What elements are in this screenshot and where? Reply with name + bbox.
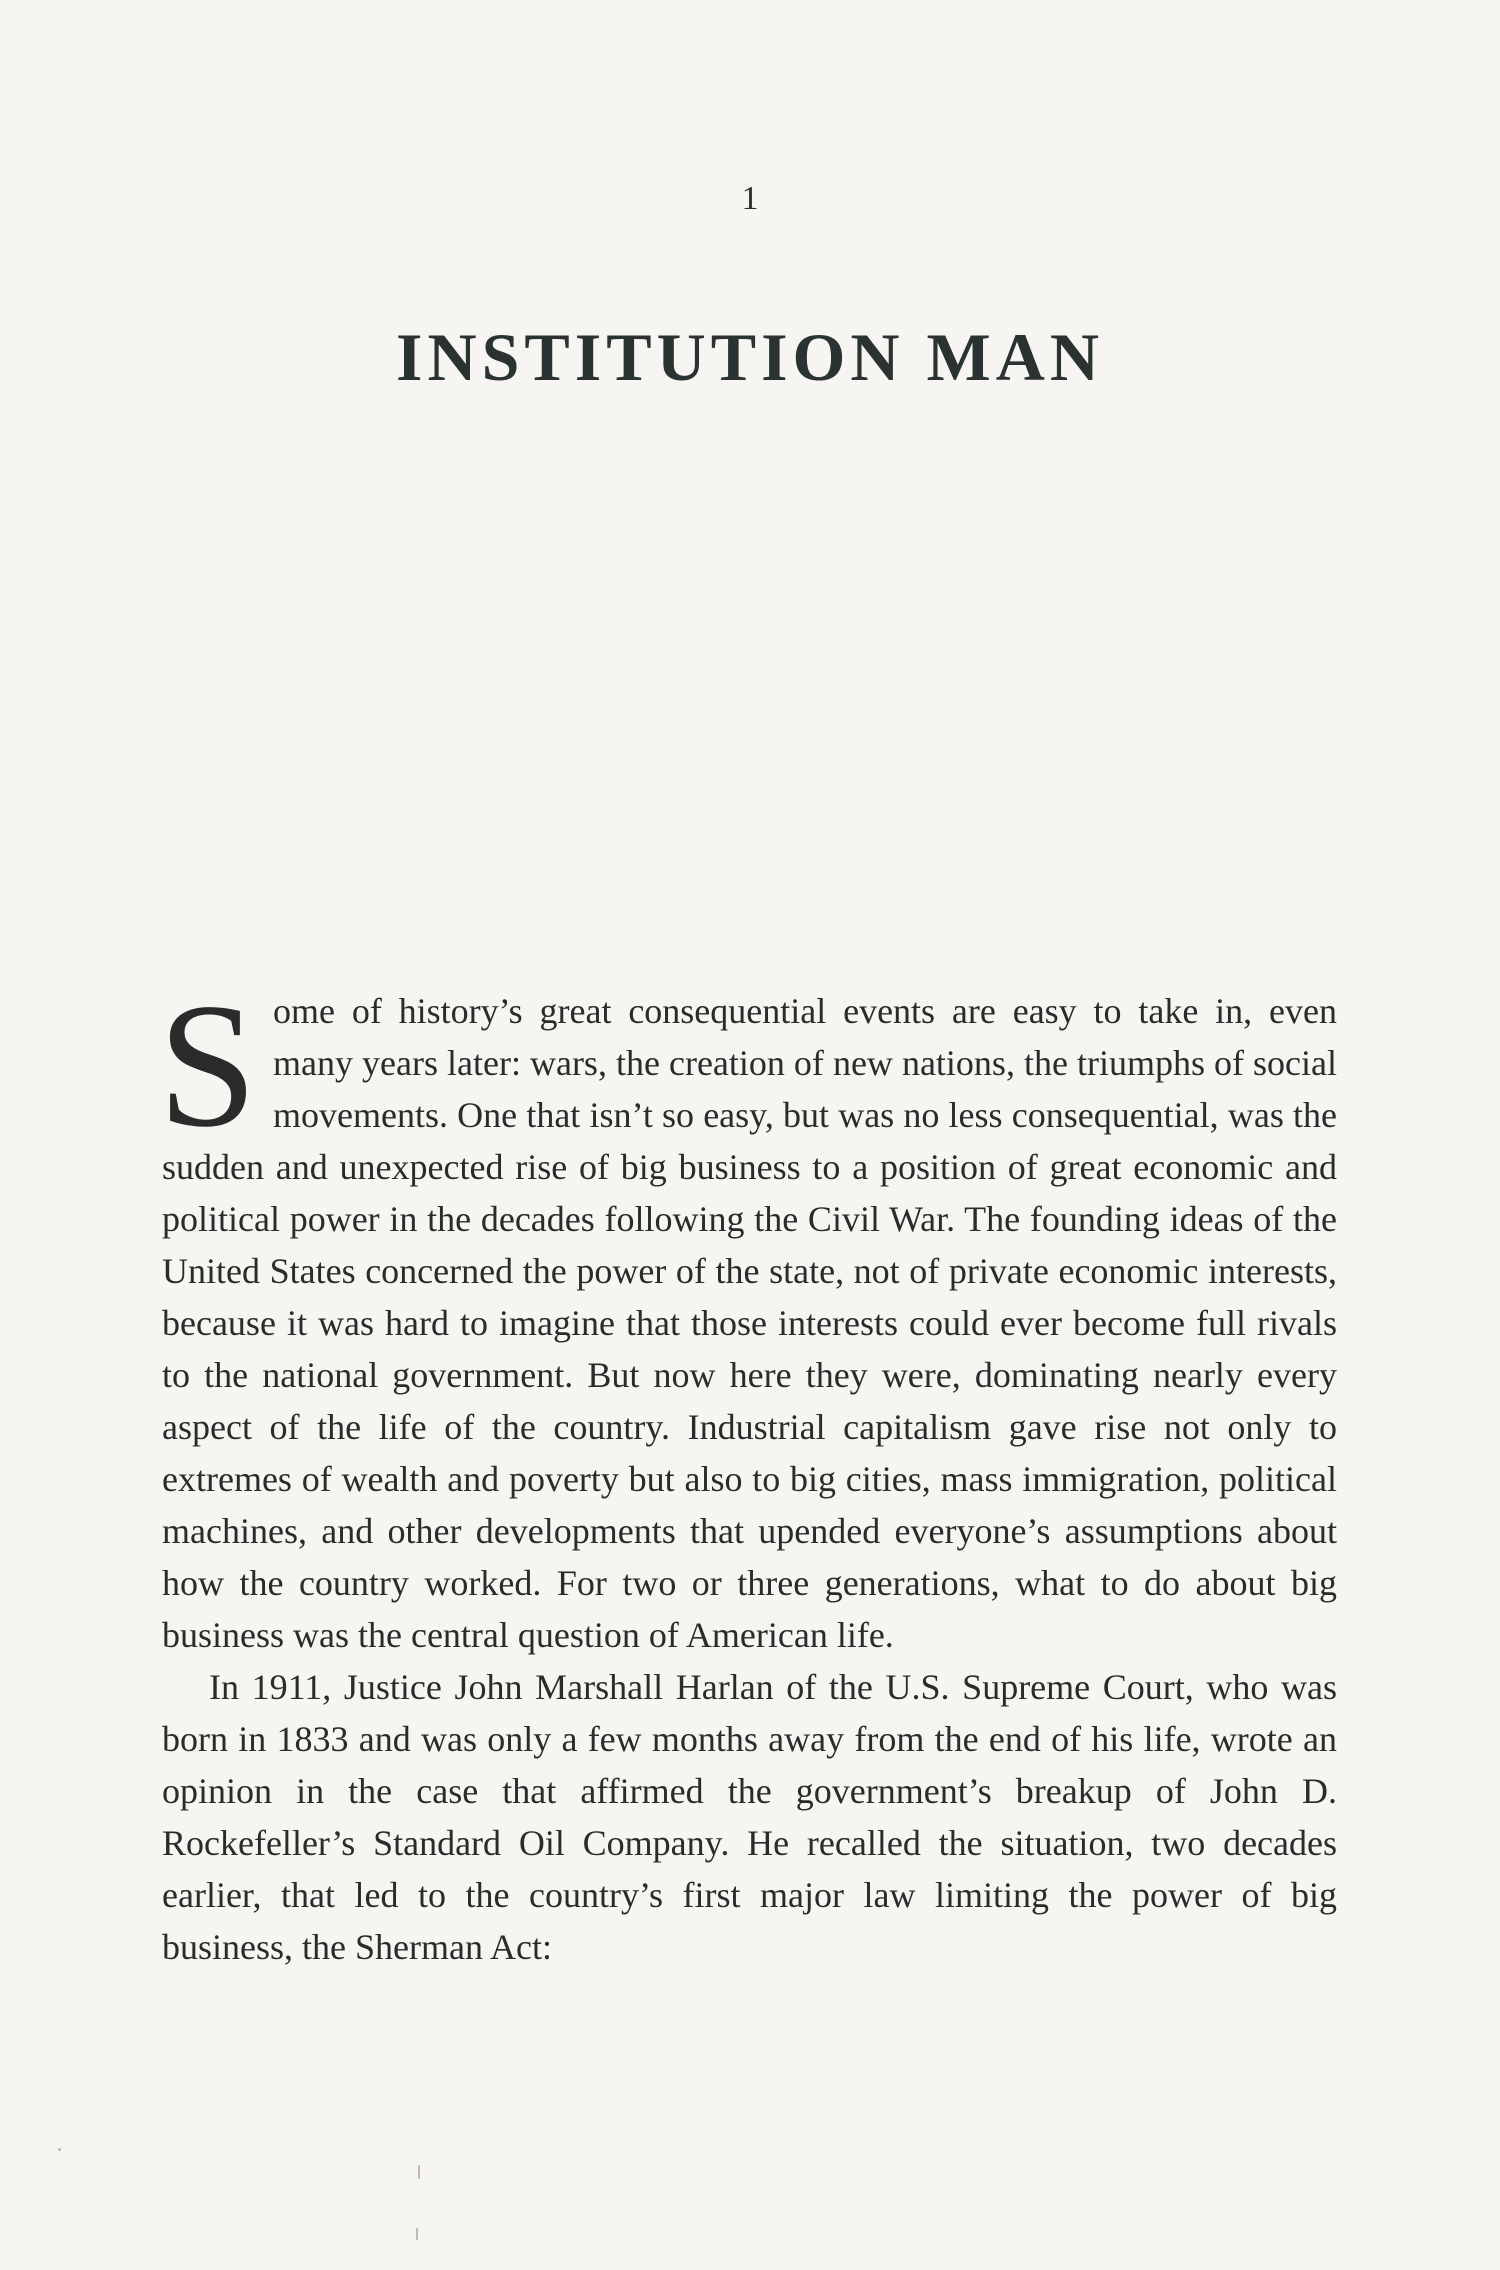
chapter-title: INSTITUTION MAN	[396, 319, 1104, 395]
paper-speck	[416, 2228, 418, 2240]
chapter-body	[158, 966, 1337, 1973]
drop-cap: S	[158, 966, 257, 1164]
paper-speck	[58, 2148, 61, 2151]
paragraph-1-text: ome of history’s great consequential events are easy to take in, even many years later: wars, the creation of new nations, the triumphs of social movements. One that isn’t so easy, but was no less consequential, was the sudden and unexpected rise of big business to a position of great economic and political power in the decades following the Civil War. The founding ideas of the United States concerned the power of the state, not of private economic interests, because it was hard to imagine that those interests could ever become full rivals to the national government. But now here they were, dominating nearly every aspect of the life of the country. Industrial capitalism gave rise not only to extremes of wealth and poverty but also to big cities, mass immigration, political machines, and other developments that upended everyone’s assumptions about how the country worked. For two or three generations, what to do about big business was the central question of American life.	[162, 991, 1337, 1655]
paper-speck	[418, 2165, 420, 2179]
chapter-number: 1	[741, 180, 759, 217]
paragraph-2: In 1911, Justice John Marshall Harlan of the U.S. Supreme Court, who was born in 1833 and was only a few months away from the end of his life, wrote an opinion in the case that affirmed the government’s breakup of John D. Rockefeller’s Standard Oil Company. He recalled the situation, two decades earlier, that led to the country’s first major law limiting the power of big business, the Sherman Act:	[162, 1667, 1337, 1967]
paragraph-1	[158, 966, 1337, 1661]
